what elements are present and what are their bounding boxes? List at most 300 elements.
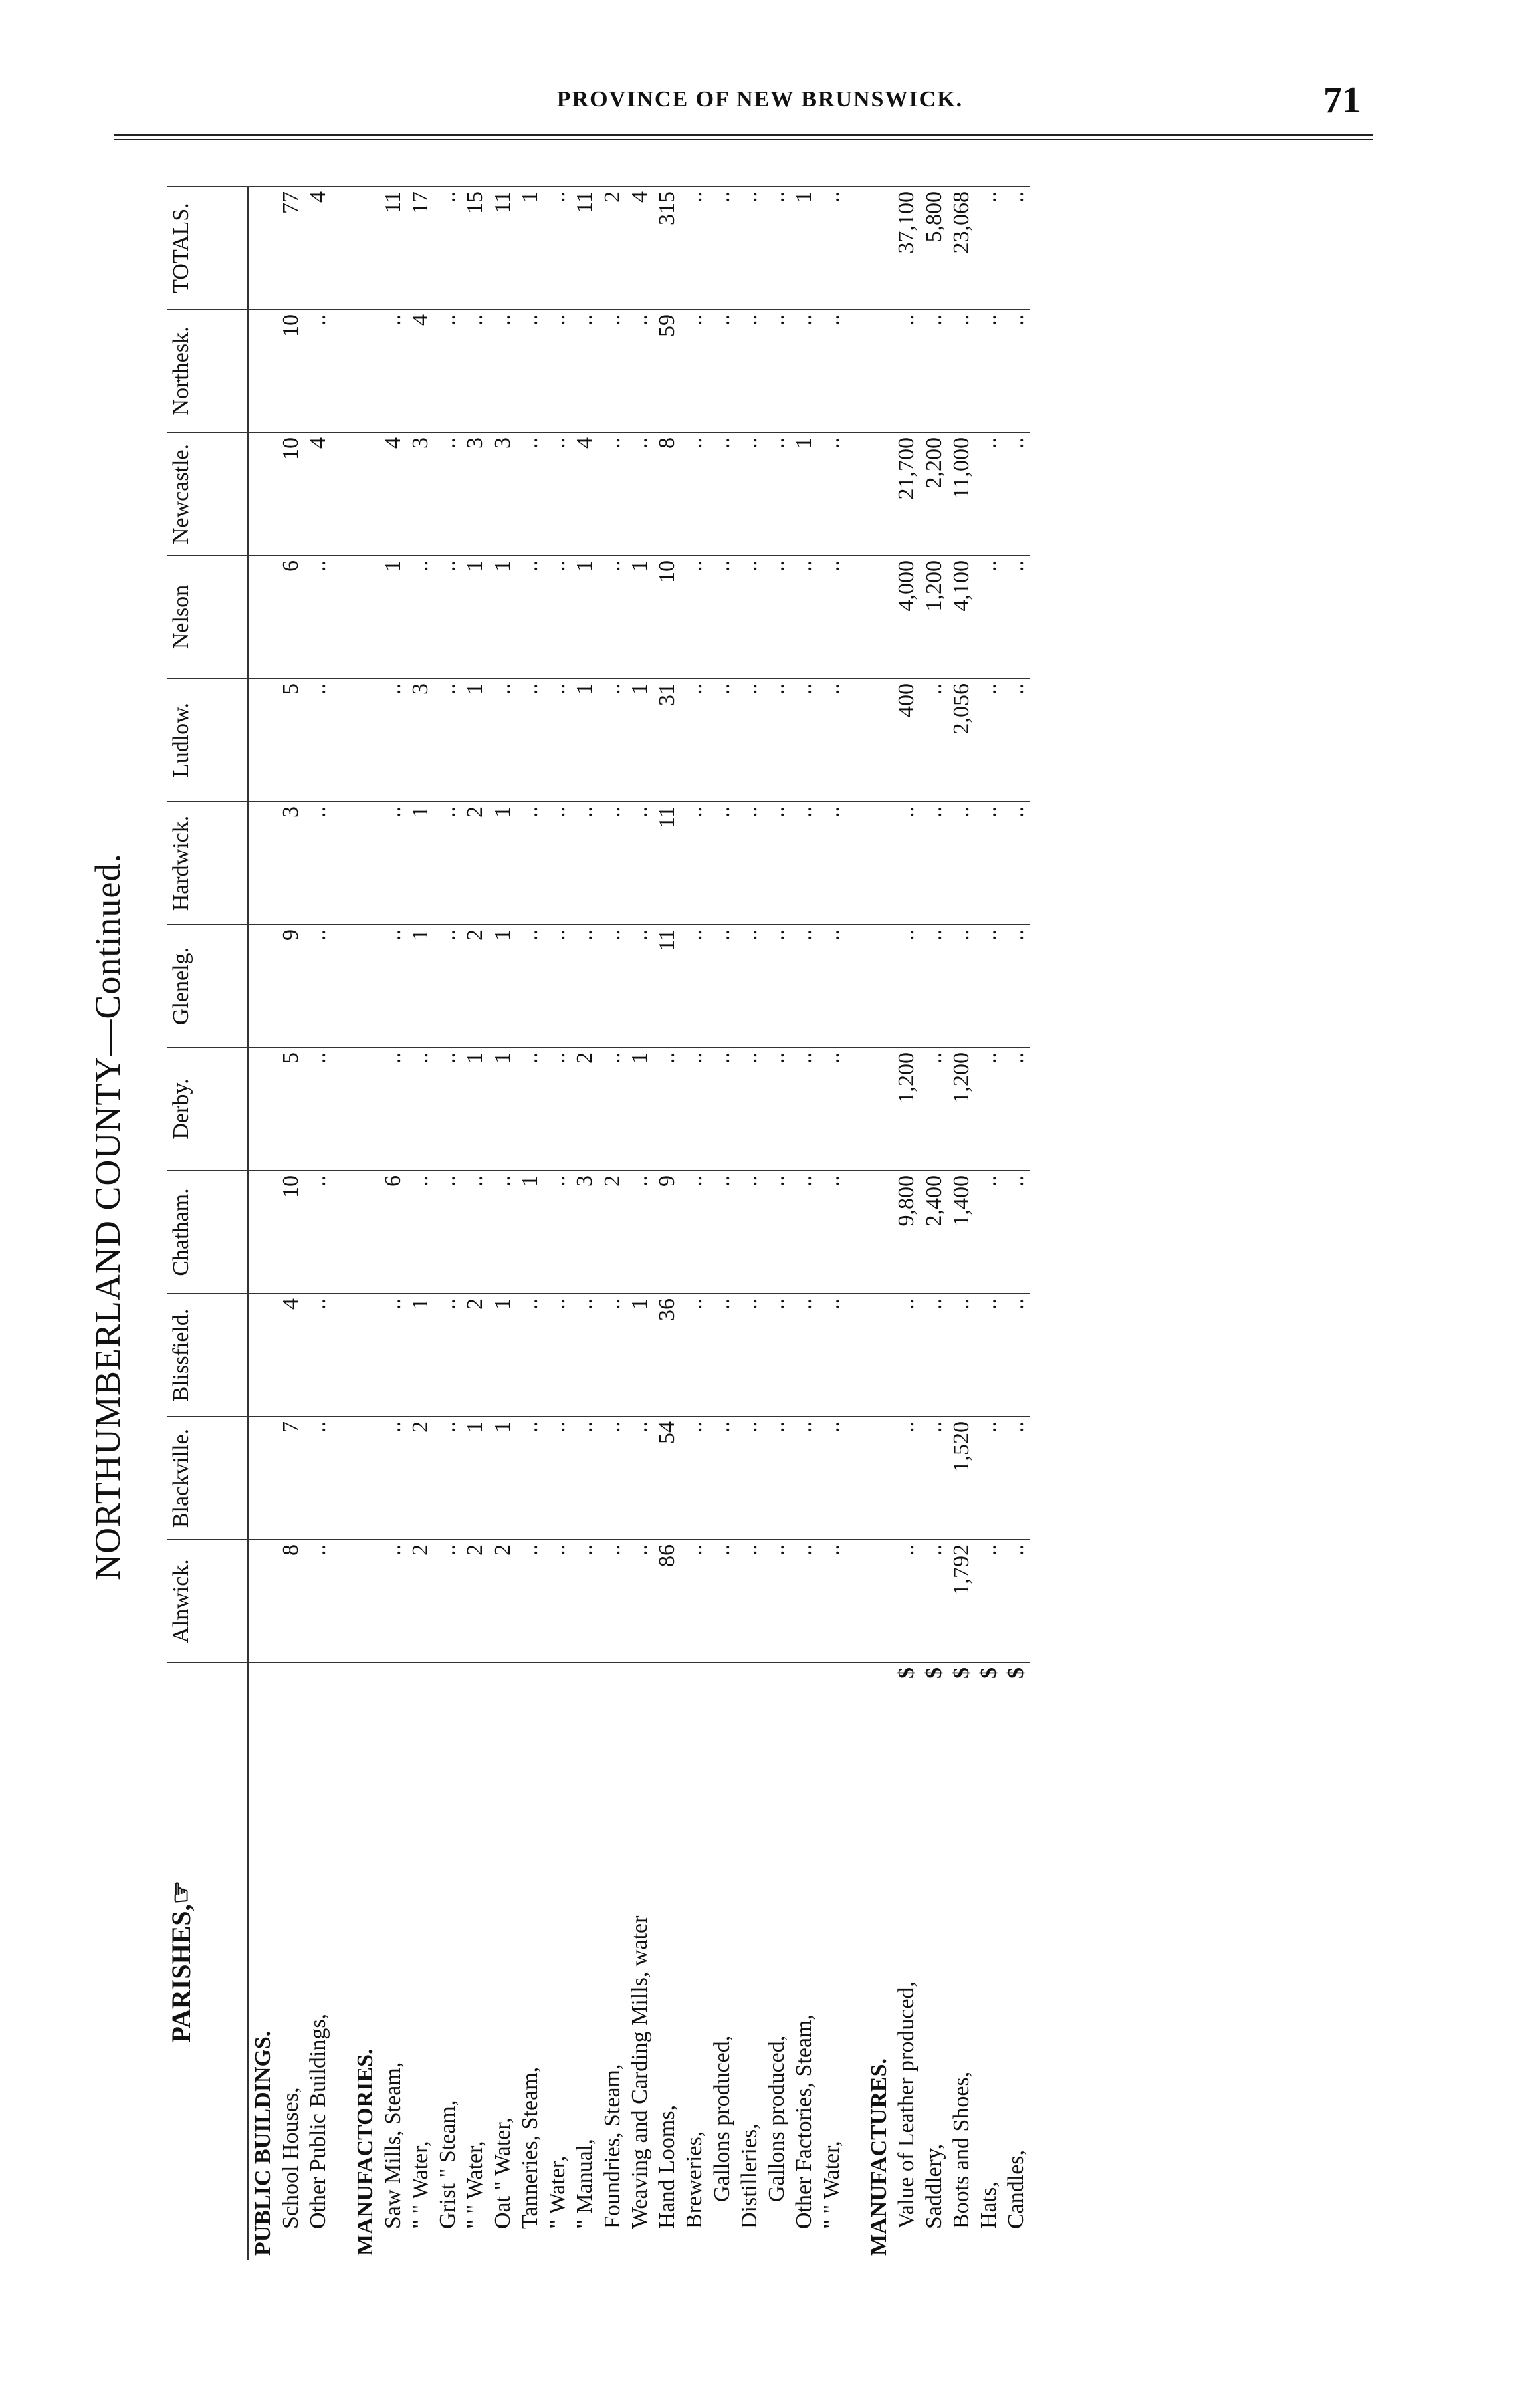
value-cell: .. bbox=[818, 187, 845, 310]
value-cell: 11 bbox=[571, 187, 599, 310]
table-row bbox=[975, 187, 1002, 2260]
unit-symbol: $ bbox=[976, 1667, 1001, 1679]
row-label bbox=[434, 1663, 461, 2260]
table-row bbox=[544, 187, 571, 2260]
row-label-text: School Houses, bbox=[278, 2087, 303, 2229]
value-cell: .. bbox=[736, 187, 763, 310]
value-cell: .. bbox=[571, 1417, 599, 1540]
value-cell: .. bbox=[1002, 1171, 1030, 1294]
value-cell: 1,200 bbox=[893, 1048, 920, 1171]
empty-cell bbox=[865, 679, 893, 802]
value-cell: .. bbox=[304, 556, 332, 679]
value-cell: .. bbox=[461, 310, 489, 433]
column-header: Ludlow. bbox=[167, 679, 249, 802]
value-cell: .. bbox=[736, 1294, 763, 1417]
row-label bbox=[544, 1663, 571, 2260]
table-row bbox=[920, 187, 948, 2260]
value-cell: .. bbox=[304, 1048, 332, 1171]
value-cell: 10 bbox=[277, 1171, 304, 1294]
value-cell: 1 bbox=[790, 433, 818, 556]
value-cell: .. bbox=[304, 1417, 332, 1540]
row-label bbox=[653, 1663, 681, 2260]
value-cell: 11 bbox=[653, 925, 681, 1048]
value-cell: 1 bbox=[489, 925, 516, 1048]
value-cell: .. bbox=[1002, 1048, 1030, 1171]
value-cell: .. bbox=[893, 925, 920, 1048]
value-cell: 2 bbox=[461, 802, 489, 925]
table-row bbox=[461, 187, 489, 2260]
value-cell: .. bbox=[544, 802, 571, 925]
value-cell: .. bbox=[975, 925, 1002, 1048]
row-label bbox=[277, 1663, 304, 2260]
empty-cell bbox=[249, 1417, 278, 1540]
value-cell: .. bbox=[1002, 433, 1030, 556]
empty-cell bbox=[249, 433, 278, 556]
value-cell: .. bbox=[763, 1540, 790, 1663]
value-cell: .. bbox=[818, 679, 845, 802]
table-row bbox=[893, 187, 920, 2260]
value-cell: .. bbox=[544, 187, 571, 310]
spacer-cell bbox=[845, 433, 865, 556]
row-label-text: Other Public Buildings, bbox=[306, 2013, 330, 2229]
value-cell: .. bbox=[920, 1540, 948, 1663]
spacer-cell bbox=[845, 925, 865, 1048]
value-cell: .. bbox=[626, 802, 653, 925]
row-label bbox=[626, 1663, 653, 2260]
section-heading-row bbox=[865, 187, 893, 2260]
value-cell: .. bbox=[304, 310, 332, 433]
value-cell: .. bbox=[681, 802, 708, 925]
value-cell: .. bbox=[599, 1294, 626, 1417]
value-cell: 31 bbox=[653, 679, 681, 802]
table-row bbox=[407, 187, 434, 2260]
value-cell: .. bbox=[818, 1417, 845, 1540]
spacer-cell bbox=[845, 1171, 865, 1294]
value-cell: .. bbox=[763, 433, 790, 556]
value-cell: .. bbox=[489, 1171, 516, 1294]
value-cell: .. bbox=[304, 1171, 332, 1294]
value-cell: .. bbox=[975, 1540, 1002, 1663]
value-cell: .. bbox=[599, 1417, 626, 1540]
table-row bbox=[277, 187, 304, 2260]
value-cell: .. bbox=[544, 925, 571, 1048]
row-label-text: Breweries, bbox=[682, 2131, 707, 2229]
value-cell: .. bbox=[599, 310, 626, 433]
spacer-cell bbox=[845, 679, 865, 802]
value-cell: .. bbox=[920, 679, 948, 802]
value-cell: .. bbox=[920, 1048, 948, 1171]
value-cell: .. bbox=[920, 802, 948, 925]
page-number: 71 bbox=[1323, 80, 1361, 121]
value-cell: 1 bbox=[571, 556, 599, 679]
value-cell: .. bbox=[736, 679, 763, 802]
value-cell: 1 bbox=[407, 1294, 434, 1417]
row-label bbox=[407, 1663, 434, 2260]
value-cell: 9 bbox=[277, 925, 304, 1048]
empty-cell bbox=[249, 925, 278, 1048]
spacer-cell bbox=[332, 679, 352, 802]
table-row bbox=[948, 187, 975, 2260]
section-gap bbox=[332, 187, 352, 2260]
row-label-text: " Water, bbox=[545, 2155, 570, 2229]
value-cell: .. bbox=[736, 433, 763, 556]
value-cell: .. bbox=[975, 433, 1002, 556]
row-label-text: Oat " Water, bbox=[490, 2117, 515, 2229]
value-cell: .. bbox=[681, 679, 708, 802]
value-cell: 1 bbox=[461, 679, 489, 802]
column-header: Nelson bbox=[167, 556, 249, 679]
value-cell: .. bbox=[708, 310, 736, 433]
row-label-text: Hats, bbox=[976, 2181, 1001, 2229]
value-cell: 1 bbox=[516, 1171, 544, 1294]
value-cell: 23,068 bbox=[948, 187, 975, 310]
row-label bbox=[948, 1663, 975, 2260]
value-cell: .. bbox=[708, 1294, 736, 1417]
column-header: Hardwick. bbox=[167, 802, 249, 925]
value-cell: 4 bbox=[379, 433, 407, 556]
value-cell: .. bbox=[736, 310, 763, 433]
value-cell: .. bbox=[626, 1417, 653, 1540]
row-label-text: Weaving and Carding Mills, water bbox=[627, 1915, 652, 2229]
table-row bbox=[736, 187, 763, 2260]
empty-cell bbox=[352, 556, 379, 679]
row-label bbox=[1002, 1663, 1030, 2260]
value-cell: .. bbox=[975, 1048, 1002, 1171]
value-cell: .. bbox=[1002, 310, 1030, 433]
top-rule bbox=[114, 134, 1373, 136]
column-header: Derby. bbox=[167, 1048, 249, 1171]
spacer-cell bbox=[845, 310, 865, 433]
row-label-text: Candles, bbox=[1004, 2149, 1028, 2229]
value-cell: .. bbox=[763, 1294, 790, 1417]
value-cell: 1 bbox=[489, 1417, 516, 1540]
value-cell: 2 bbox=[489, 1540, 516, 1663]
empty-cell bbox=[865, 310, 893, 433]
value-cell: .. bbox=[708, 1540, 736, 1663]
value-cell: .. bbox=[544, 1048, 571, 1171]
empty-cell bbox=[352, 433, 379, 556]
value-cell: .. bbox=[434, 310, 461, 433]
row-label-text: Foundries, Steam, bbox=[600, 2064, 625, 2229]
value-cell: .. bbox=[379, 1048, 407, 1171]
value-cell: 2 bbox=[571, 1048, 599, 1171]
value-cell: .. bbox=[626, 1171, 653, 1294]
value-cell: 11 bbox=[489, 187, 516, 310]
value-cell: .. bbox=[790, 310, 818, 433]
value-cell: .. bbox=[461, 1171, 489, 1294]
value-cell: .. bbox=[304, 1540, 332, 1663]
table-row bbox=[681, 187, 708, 2260]
row-label bbox=[920, 1663, 948, 2260]
value-cell: .. bbox=[681, 310, 708, 433]
value-cell: .. bbox=[379, 1540, 407, 1663]
value-cell: 2 bbox=[599, 1171, 626, 1294]
value-cell: .. bbox=[920, 310, 948, 433]
value-cell: .. bbox=[681, 925, 708, 1048]
value-cell: .. bbox=[708, 802, 736, 925]
empty-cell bbox=[352, 1048, 379, 1171]
value-cell: .. bbox=[818, 310, 845, 433]
value-cell: .. bbox=[304, 802, 332, 925]
value-cell: .. bbox=[1002, 679, 1030, 802]
row-label bbox=[304, 1663, 332, 2260]
value-cell: .. bbox=[708, 556, 736, 679]
value-cell: .. bbox=[544, 433, 571, 556]
value-cell: .. bbox=[516, 310, 544, 433]
spacer-cell bbox=[332, 1540, 352, 1663]
value-cell: .. bbox=[893, 1540, 920, 1663]
value-cell: .. bbox=[599, 556, 626, 679]
value-cell: .. bbox=[708, 187, 736, 310]
table-row bbox=[763, 187, 790, 2260]
column-header: TOTALS. bbox=[167, 187, 249, 310]
value-cell: 1 bbox=[407, 925, 434, 1048]
value-cell: 5 bbox=[277, 679, 304, 802]
empty-cell bbox=[865, 1294, 893, 1417]
value-cell: .. bbox=[948, 925, 975, 1048]
value-cell: .. bbox=[599, 433, 626, 556]
value-cell: .. bbox=[681, 433, 708, 556]
value-cell: 3 bbox=[461, 433, 489, 556]
value-cell: .. bbox=[434, 925, 461, 1048]
value-cell: 1 bbox=[626, 556, 653, 679]
value-cell: .. bbox=[681, 1540, 708, 1663]
value-cell: .. bbox=[763, 187, 790, 310]
spacer-cell bbox=[845, 1540, 865, 1663]
value-cell: .. bbox=[920, 1294, 948, 1417]
value-cell: .. bbox=[407, 1048, 434, 1171]
value-cell: 8 bbox=[653, 433, 681, 556]
value-cell: .. bbox=[681, 187, 708, 310]
value-cell: 4 bbox=[277, 1294, 304, 1417]
unit-symbol: $ bbox=[921, 1667, 946, 1679]
value-cell: .. bbox=[708, 433, 736, 556]
value-cell: .. bbox=[763, 310, 790, 433]
value-cell: 10 bbox=[653, 556, 681, 679]
row-label bbox=[708, 1663, 736, 2260]
value-cell: .. bbox=[920, 925, 948, 1048]
value-cell: .. bbox=[1002, 1417, 1030, 1540]
value-cell: 1,200 bbox=[948, 1048, 975, 1171]
value-cell: .. bbox=[763, 925, 790, 1048]
value-cell: .. bbox=[516, 802, 544, 925]
value-cell: .. bbox=[736, 1417, 763, 1540]
value-cell: .. bbox=[790, 925, 818, 1048]
value-cell: 4 bbox=[407, 310, 434, 433]
value-cell: 59 bbox=[653, 310, 681, 433]
value-cell: .. bbox=[571, 310, 599, 433]
column-header: Chatham. bbox=[167, 1171, 249, 1294]
value-cell: .. bbox=[1002, 925, 1030, 1048]
section-heading: MANUFACTORIES. bbox=[352, 1663, 379, 2260]
value-cell: 21,700 bbox=[893, 433, 920, 556]
value-cell: .. bbox=[544, 556, 571, 679]
spacer-cell bbox=[332, 310, 352, 433]
value-cell: .. bbox=[626, 433, 653, 556]
row-label bbox=[818, 1663, 845, 2260]
value-cell: .. bbox=[434, 187, 461, 310]
table-row bbox=[599, 187, 626, 2260]
rotated-table-region bbox=[87, 147, 1358, 2286]
value-cell: 2,400 bbox=[920, 1171, 948, 1294]
value-cell: .. bbox=[599, 679, 626, 802]
row-label-text: " Manual, bbox=[572, 2139, 597, 2229]
value-cell: 9 bbox=[653, 1171, 681, 1294]
value-cell: 1,520 bbox=[948, 1417, 975, 1540]
value-cell: .. bbox=[489, 310, 516, 433]
unit-symbol: $ bbox=[894, 1667, 919, 1679]
row-label-text: " " Water, bbox=[408, 2141, 433, 2229]
value-cell: 1,400 bbox=[948, 1171, 975, 1294]
spacer-cell bbox=[845, 802, 865, 925]
value-cell: .. bbox=[708, 679, 736, 802]
section-gap bbox=[845, 187, 865, 2260]
value-cell: .. bbox=[516, 925, 544, 1048]
value-cell: 3 bbox=[407, 433, 434, 556]
value-cell: .. bbox=[763, 802, 790, 925]
value-cell: .. bbox=[975, 556, 1002, 679]
value-cell: .. bbox=[407, 1171, 434, 1294]
row-label bbox=[975, 1663, 1002, 2260]
value-cell: .. bbox=[818, 925, 845, 1048]
value-cell: .. bbox=[304, 679, 332, 802]
empty-cell bbox=[249, 679, 278, 802]
value-cell: 7 bbox=[277, 1417, 304, 1540]
empty-cell bbox=[352, 187, 379, 310]
empty-cell bbox=[865, 1540, 893, 1663]
value-cell: 86 bbox=[653, 1540, 681, 1663]
value-cell: 3 bbox=[277, 802, 304, 925]
row-label-text: Tanneries, Steam, bbox=[518, 2066, 542, 2229]
value-cell: 1 bbox=[489, 1294, 516, 1417]
row-label bbox=[571, 1663, 599, 2260]
column-header: Alnwick. bbox=[167, 1540, 249, 1663]
value-cell: 11,000 bbox=[948, 433, 975, 556]
row-label-text: Saw Mills, Steam, bbox=[381, 2062, 405, 2229]
empty-cell bbox=[865, 556, 893, 679]
value-cell: .. bbox=[379, 679, 407, 802]
value-cell: .. bbox=[544, 310, 571, 433]
value-cell: .. bbox=[708, 925, 736, 1048]
value-cell: .. bbox=[893, 310, 920, 433]
value-cell: .. bbox=[948, 1294, 975, 1417]
value-cell: .. bbox=[544, 1294, 571, 1417]
value-cell: .. bbox=[790, 1417, 818, 1540]
spacer-cell bbox=[332, 556, 352, 679]
value-cell: .. bbox=[544, 679, 571, 802]
empty-cell bbox=[249, 802, 278, 925]
column-header: Blissfield. bbox=[167, 1294, 249, 1417]
value-cell: .. bbox=[516, 1294, 544, 1417]
value-cell: 1 bbox=[461, 1417, 489, 1540]
value-cell: 1 bbox=[379, 556, 407, 679]
empty-cell bbox=[865, 1048, 893, 1171]
value-cell: 17 bbox=[407, 187, 434, 310]
table-row bbox=[489, 187, 516, 2260]
value-cell: 9,800 bbox=[893, 1171, 920, 1294]
value-cell: .. bbox=[818, 1294, 845, 1417]
row-label-text: Gallons produced, bbox=[710, 2035, 734, 2202]
value-cell: 2 bbox=[407, 1540, 434, 1663]
value-cell: .. bbox=[434, 1294, 461, 1417]
value-cell: .. bbox=[599, 1540, 626, 1663]
value-cell: .. bbox=[948, 802, 975, 925]
value-cell: 1 bbox=[489, 802, 516, 925]
value-cell: .. bbox=[763, 679, 790, 802]
value-cell: .. bbox=[489, 679, 516, 802]
row-label bbox=[489, 1663, 516, 2260]
value-cell: 4 bbox=[626, 187, 653, 310]
spacer-cell bbox=[332, 1048, 352, 1171]
table-row bbox=[304, 187, 332, 2260]
value-cell: 8 bbox=[277, 1540, 304, 1663]
row-label-text: Boots and Shoes, bbox=[949, 2071, 974, 2229]
value-cell: 4,000 bbox=[893, 556, 920, 679]
value-cell: .. bbox=[920, 1417, 948, 1540]
value-cell: .. bbox=[681, 1048, 708, 1171]
value-cell: 3 bbox=[489, 433, 516, 556]
value-cell: .. bbox=[434, 1417, 461, 1540]
running-head: PROVINCE OF NEW BRUNSWICK. bbox=[556, 87, 964, 112]
empty-cell bbox=[352, 1171, 379, 1294]
section-heading: MANUFACTURES. bbox=[865, 1663, 893, 2260]
value-cell: 36 bbox=[653, 1294, 681, 1417]
value-cell: .. bbox=[893, 1294, 920, 1417]
column-header-parishes: PARISHES,☞ bbox=[167, 1663, 249, 2260]
value-cell: .. bbox=[571, 1540, 599, 1663]
value-cell: .. bbox=[790, 1540, 818, 1663]
empty-cell bbox=[352, 679, 379, 802]
spacer-cell bbox=[332, 433, 352, 556]
value-cell: 2 bbox=[407, 1417, 434, 1540]
value-cell: .. bbox=[304, 925, 332, 1048]
value-cell: .. bbox=[818, 1171, 845, 1294]
value-cell: .. bbox=[1002, 1540, 1030, 1663]
spacer-cell bbox=[332, 925, 352, 1048]
spacer-cell bbox=[332, 1294, 352, 1417]
value-cell: .. bbox=[975, 1171, 1002, 1294]
value-cell: .. bbox=[736, 1048, 763, 1171]
row-label-text: Other Factories, Steam, bbox=[792, 2014, 817, 2229]
value-cell: 10 bbox=[277, 433, 304, 556]
value-cell: .. bbox=[379, 925, 407, 1048]
table-row bbox=[790, 187, 818, 2260]
value-cell: .. bbox=[379, 802, 407, 925]
table-row bbox=[434, 187, 461, 2260]
value-cell: 1 bbox=[407, 802, 434, 925]
value-cell: 1 bbox=[626, 1048, 653, 1171]
value-cell: .. bbox=[975, 679, 1002, 802]
value-cell: .. bbox=[708, 1171, 736, 1294]
value-cell: .. bbox=[516, 556, 544, 679]
value-cell: 4 bbox=[304, 187, 332, 310]
table-row bbox=[653, 187, 681, 2260]
spacer-cell bbox=[332, 802, 352, 925]
empty-cell bbox=[865, 187, 893, 310]
spacer-cell bbox=[845, 556, 865, 679]
value-cell: .. bbox=[599, 925, 626, 1048]
value-cell: 4 bbox=[571, 433, 599, 556]
empty-cell bbox=[352, 1540, 379, 1663]
unit-symbol: $ bbox=[1004, 1667, 1028, 1679]
column-header: Blackville. bbox=[167, 1417, 249, 1540]
empty-cell bbox=[865, 1417, 893, 1540]
value-cell: .. bbox=[736, 802, 763, 925]
value-cell: 2,200 bbox=[920, 433, 948, 556]
value-cell: 5 bbox=[277, 1048, 304, 1171]
table-body bbox=[249, 187, 1030, 2260]
value-cell: .. bbox=[763, 1417, 790, 1540]
